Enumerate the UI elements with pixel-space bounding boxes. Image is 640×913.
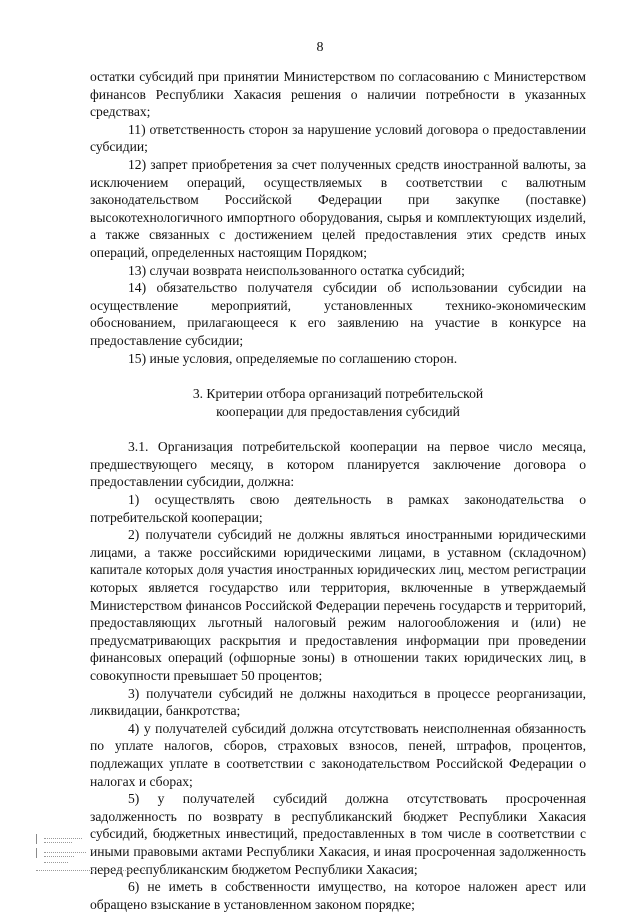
section-heading-line-2: кооперации для предоставления субсидий <box>216 403 460 419</box>
section-heading-line-1: 3. Критерии отбора организаций потребительской <box>192 386 484 402</box>
list-item-14: 14) обязательство получателя субсидии об использовании субсидии на осуществление мероприятий, установленных технико-экономическим обоснованием, прилагающееся к его заявлению на участие в конкурсе на предоставление субсидии; <box>90 280 586 348</box>
paragraph-continuation: остатки субсидий при принятии Министерством по согласованию с Министерством финансов Республики Хакасия решения о наличии потребности в указанных средствах; <box>90 69 586 120</box>
list-item-11: 11) ответственность сторон за нарушение условий договора о предоставлении субсидии; <box>90 121 586 155</box>
criterion-2: 2) получатели субсидий не должны являться иностранными юридическими лицами, а также российскими юридическими лицами, в уставном (складочном) капитале которых доля участия иностранных юридических лиц, местом регистрации которых является государство или территория, включенные в утверждаемый Министерством финансов Российской Федерации перечень государств и территорий, предоставляющих льготный налоговый режим налогообложения и (или) не предусматривающих раскрытия и предоставления информации при проведении финансовых операций (офшорные зоны) в отношении таких юридических лиц, в совокупности превышает 50 процентов; <box>90 527 586 683</box>
faded-stamp <box>36 832 156 876</box>
criterion-6: 6) не иметь в собственности имущество, на которое наложен арест или обращено взыскание в установленном законом порядке; <box>90 879 586 912</box>
criterion-1: 1) осуществлять свою деятельность в рамках законодательства о потребительской кооперации; <box>90 492 586 525</box>
body-text <box>90 68 586 913</box>
section-heading <box>90 385 586 420</box>
list-item-13: 13) случаи возврата неиспользованного остатка субсидий; <box>128 262 465 278</box>
criterion-4: 4) у получателей субсидий должна отсутствовать неисполненная обязанность по уплате налогов, сборов, страховых взносов, пеней, штрафов, процентов, подлежащих уплате в соответствии с законодательством Российской Федерации о налогах и сборах; <box>90 720 586 789</box>
criterion-3: 3) получатели субсидий не должны находиться в процессе реорганизации, ликвидации, банкротства; <box>90 685 586 719</box>
list-item-12: 12) запрет приобретения за счет полученных средств иностранной валюты, за исключением операций, осуществляемых в соответствии с валютным законодательством Российской Федерации при закупке (поставке) высокотехнологичного импортного оборудования, сырья и комплектующих изделий, а также связанных с достижением целей предоставления этих средств иных операций, определенных настоящим Порядком; <box>90 156 586 260</box>
clause-3-1: 3.1. Организация потребительской кооперации на первое число месяца, предшествующего месяцу, в котором планируется заключение договора о предоставлении субсидии, должна: <box>90 439 586 490</box>
criterion-5: 5) у получателей субсидий должна отсутствовать просроченная задолженность по возврату в республиканский бюджет Республики Хакасия субсидий, бюджетных инвестиций, предоставленных в том числе в соответствии с иными правовыми актами Республики Хакасия, и иная просроченная задолженность перед республиканским бюджетом Республики Хакасия; <box>90 791 586 877</box>
list-item-15: 15) иные условия, определяемые по соглашению сторон. <box>128 350 458 366</box>
page-number: 8 <box>316 40 324 55</box>
